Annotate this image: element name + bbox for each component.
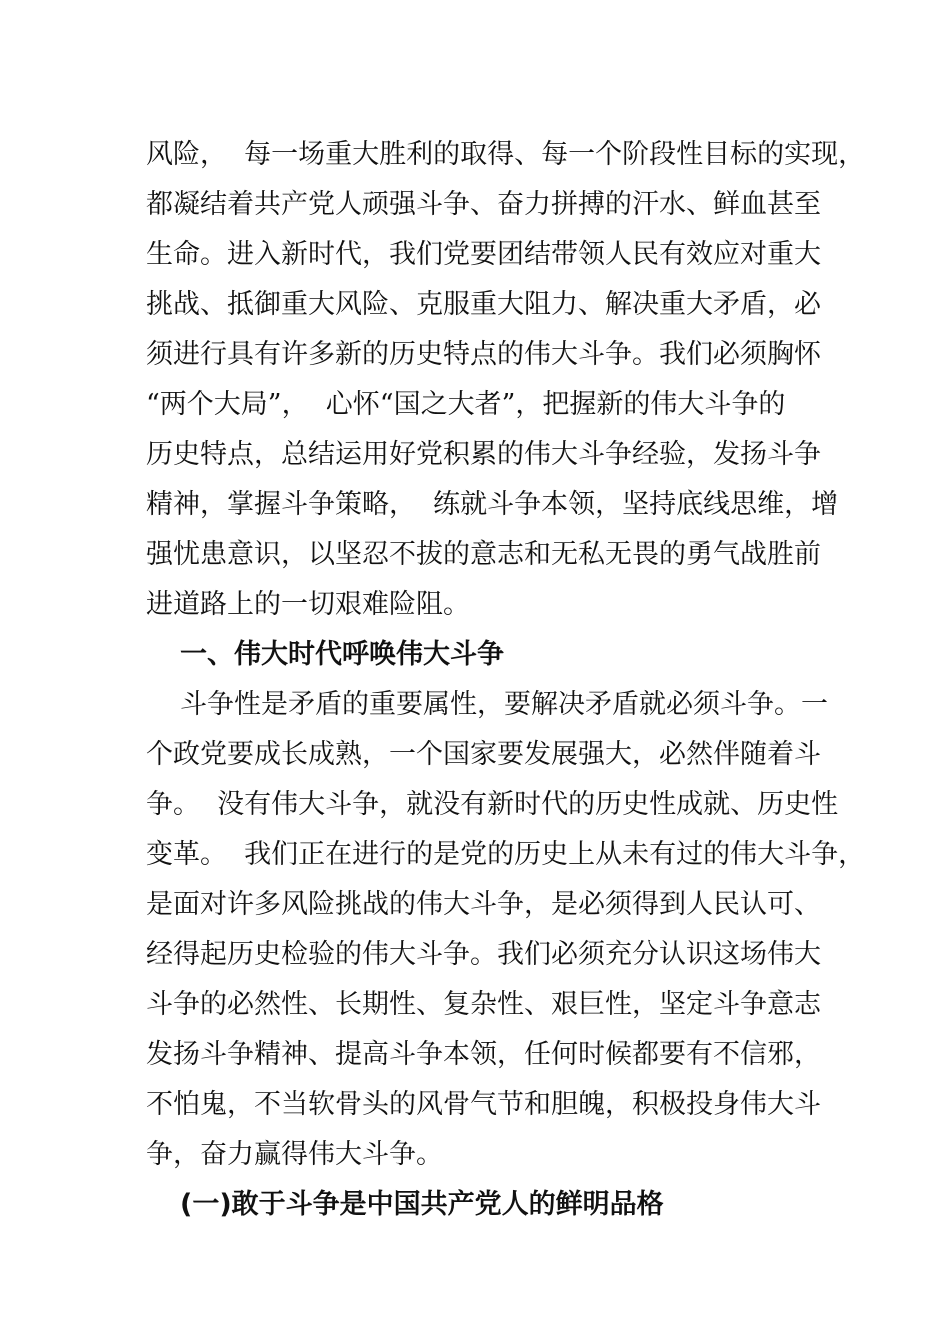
paragraph-line: “两个大局”， 心怀“国之大者”，把握新的伟大斗争的 <box>146 389 786 420</box>
paragraph-line: 不怕鬼，不当软骨头的风骨气节和胆魄，积极投身伟大斗 <box>146 1089 821 1120</box>
paragraph-line: 历史特点，总结运用好党积累的伟大斗争经验，发扬斗争 <box>146 439 821 470</box>
subsection-heading: (一)敢于斗争是中国共产党人的鲜明品格 <box>180 1189 664 1220</box>
paragraph-line: 是面对许多风险挑战的伟大斗争，是必须得到人民认可、 <box>146 889 821 920</box>
paragraph-line: 争，奋力赢得伟大斗争。 <box>146 1139 443 1170</box>
paragraph-line: 生命。进入新时代，我们党要团结带领人民有效应对重大 <box>146 239 821 270</box>
paragraph-line: 斗争的必然性、长期性、复杂性、艰巨性，坚定斗争意志 <box>146 989 821 1020</box>
paragraph-line: 风险， 每一场重大胜利的取得、每一个阶段性目标的实现， <box>146 139 866 170</box>
paragraph-line: 变革。 我们正在进行的是党的历史上从未有过的伟大斗争， <box>146 839 866 870</box>
section-heading: 一、伟大时代呼唤伟大斗争 <box>180 639 504 670</box>
paragraph-line: 争。 没有伟大斗争，就没有新时代的历史性成就、历史性 <box>146 789 839 820</box>
paragraph-line: 须进行具有许多新的历史特点的伟大斗争。我们必须胸怀 <box>146 339 821 370</box>
paragraph-line: 挑战、抵御重大风险、克服重大阻力、解决重大矛盾，必 <box>146 289 821 320</box>
paragraph-line: 斗争性是矛盾的重要属性，要解决矛盾就必须斗争。一 <box>180 689 828 720</box>
paragraph-line: 进道路上的一切艰难险阻。 <box>146 589 470 620</box>
paragraph-line: 强忧患意识，以坚忍不拔的意志和无私无畏的勇气战胜前 <box>146 539 821 570</box>
paragraph-line: 经得起历史检验的伟大斗争。我们必须充分认识这场伟大 <box>146 939 821 970</box>
paragraph-line: 都凝结着共产党人顽强斗争、奋力拼搏的汗水、鲜血甚至 <box>146 189 821 220</box>
paragraph-line: 精神，掌握斗争策略， 练就斗争本领，坚持底线思维，增 <box>146 489 839 520</box>
paragraph-line: 发扬斗争精神、提高斗争本领，任何时候都要有不信邪， <box>146 1039 821 1070</box>
paragraph-line: 个政党要成长成熟，一个国家要发展强大，必然伴随着斗 <box>146 739 821 770</box>
